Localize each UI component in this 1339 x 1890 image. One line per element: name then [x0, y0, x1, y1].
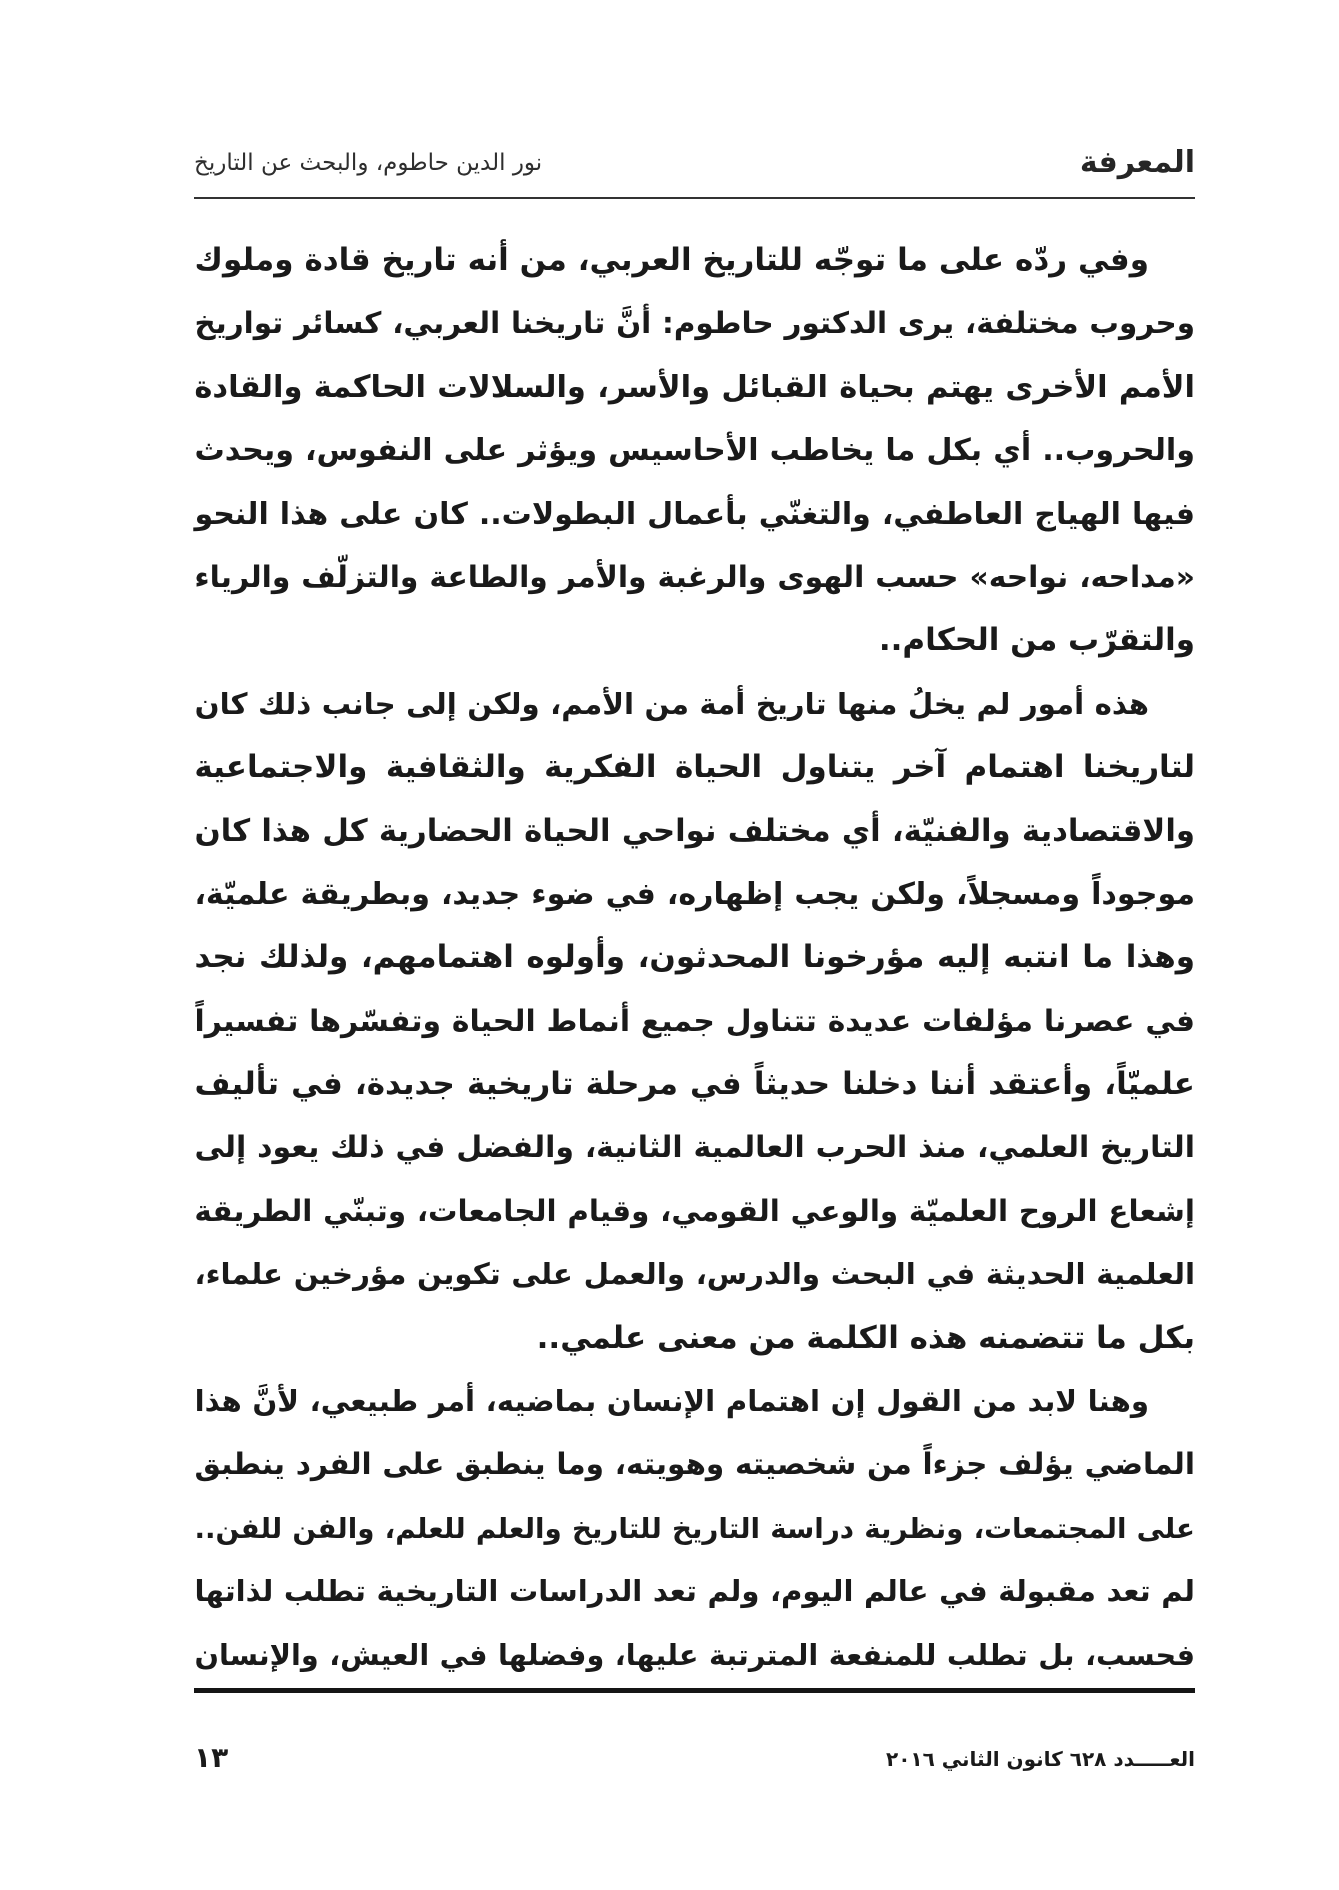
text-line: [194, 546, 1195, 609]
text-line: [194, 1243, 1195, 1306]
line-text: الماضي يؤلف جزءاً من شخصيته وهويته، وما ينطبق على الفرد ينطبق: [194, 1447, 1195, 1482]
line-text: الأمم الأخرى يهتم بحياة القبائل والأسر، والسلالات الحاكمة والقادة: [194, 369, 1195, 405]
line-text: هذه أمور لم يخلُ منها تاريخ أمة من الأمم، ولكن إلى جانب ذلك كان: [194, 686, 1149, 721]
line-text: فيها الهياج العاطفي، والتغنّي بأعمال البطولات.. كان على هذا النحو: [194, 496, 1195, 532]
line-text: التاريخ العلمي، منذ الحرب العالمية الثانية، والفضل في ذلك يعود إلى: [194, 1130, 1195, 1166]
text-line: [194, 609, 1195, 672]
line-text: والاقتصادية والفنيّة، أي مختلف نواحي الحياة الحضارية كل هذا كان: [194, 812, 1195, 849]
text-line: [194, 1370, 1195, 1433]
text-line: [194, 292, 1195, 355]
article-body: [194, 229, 1195, 1687]
line-text: فحسب، بل تطلب للمنفعة المترتبة عليها، وفضلها في العيش، والإنسان: [194, 1637, 1195, 1672]
text-line: [194, 1624, 1195, 1687]
text-line: [194, 356, 1195, 419]
text-line: [194, 1053, 1195, 1116]
running-title: نور الدين حاطوم، والبحث عن التاريخ: [194, 150, 543, 176]
paragraph: [194, 673, 1195, 1370]
paragraph: [194, 229, 1195, 673]
line-text: موجوداً ومسجلاً، ولكن يجب إظهاره، في ضوء جديد، وبطريقة علميّة،: [194, 876, 1195, 912]
text-line: [194, 483, 1195, 546]
line-text: والحروب.. أي بكل ما يخاطب الأحاسيس ويؤثر على النفوس، ويحدث: [194, 433, 1195, 469]
page-number: ١٣: [194, 1741, 229, 1774]
line-text: والتقرّب من الحكام..: [878, 622, 1195, 659]
line-text: إشعاع الروح العلميّة والوعي القومي، وقيام الجامعات، وتبنّي الطريقة: [194, 1193, 1195, 1228]
header-rule: [194, 197, 1195, 199]
text-line: [194, 1560, 1195, 1623]
line-text: لم تعد مقبولة في عالم اليوم، ولم تعد الدراسات التاريخية تطلب لذاتها: [194, 1574, 1195, 1609]
line-text: وهذا ما انتبه إليه مؤرخونا المحدثون، وأولوه اهتمامهم، ولذلك نجد: [194, 939, 1195, 976]
issue-info: العـــــدد ٦٢٨ كانون الثاني ٢٠١٦: [885, 1747, 1195, 1771]
text-line: [194, 800, 1195, 863]
text-line: [194, 1180, 1195, 1243]
text-line: [194, 863, 1195, 926]
text-line: [194, 1497, 1195, 1560]
line-text: «مداحه، نواحه» حسب الهوى والرغبة والأمر والطاعة والتزلّف والرياء: [194, 559, 1195, 595]
paragraph: [194, 1370, 1195, 1687]
text-line: [194, 990, 1195, 1053]
text-line: [194, 736, 1195, 799]
magazine-logo: المعرفة: [1079, 145, 1195, 180]
line-text: وفي ردّه على ما توجّه للتاريخ العربي، من أنه تاريخ قادة وملوك: [194, 242, 1149, 278]
text-line: [194, 1433, 1195, 1496]
line-text: العلمية الحديثة في البحث والدرس، والعمل على تكوين مؤرخين علماء،: [194, 1257, 1195, 1292]
line-text: وهنا لابد من القول إن اهتمام الإنسان بماضيه، أمر طبيعي، لأنَّ هذا: [194, 1384, 1149, 1419]
line-text: لتاريخنا اهتمام آخر يتناول الحياة الفكرية والثقافية والاجتماعية: [194, 749, 1195, 786]
footer-rule: [194, 1688, 1195, 1693]
text-line: [194, 1116, 1195, 1179]
line-text: على المجتمعات، ونظرية دراسة التاريخ للتاريخ والعلم للعلم، والفن للفن..: [194, 1511, 1195, 1545]
text-line: [194, 673, 1195, 736]
text-line: [194, 926, 1195, 989]
text-line: [194, 1307, 1195, 1370]
line-text: وحروب مختلفة، يرى الدكتور حاطوم: أنَّ تاريخنا العربي، كسائر تواريخ: [194, 306, 1195, 341]
text-line: [194, 419, 1195, 482]
line-text: بكل ما تتضمنه هذه الكلمة من معنى علمي..: [536, 1319, 1195, 1356]
line-text: في عصرنا مؤلفات عديدة تتناول جميع أنماط الحياة وتفسّرها تفسيراً: [194, 1003, 1195, 1039]
line-text: علميّاً، وأعتقد أننا دخلنا حديثاً في مرحلة تاريخية جديدة، في تأليف: [194, 1066, 1195, 1103]
text-line: [194, 229, 1195, 292]
